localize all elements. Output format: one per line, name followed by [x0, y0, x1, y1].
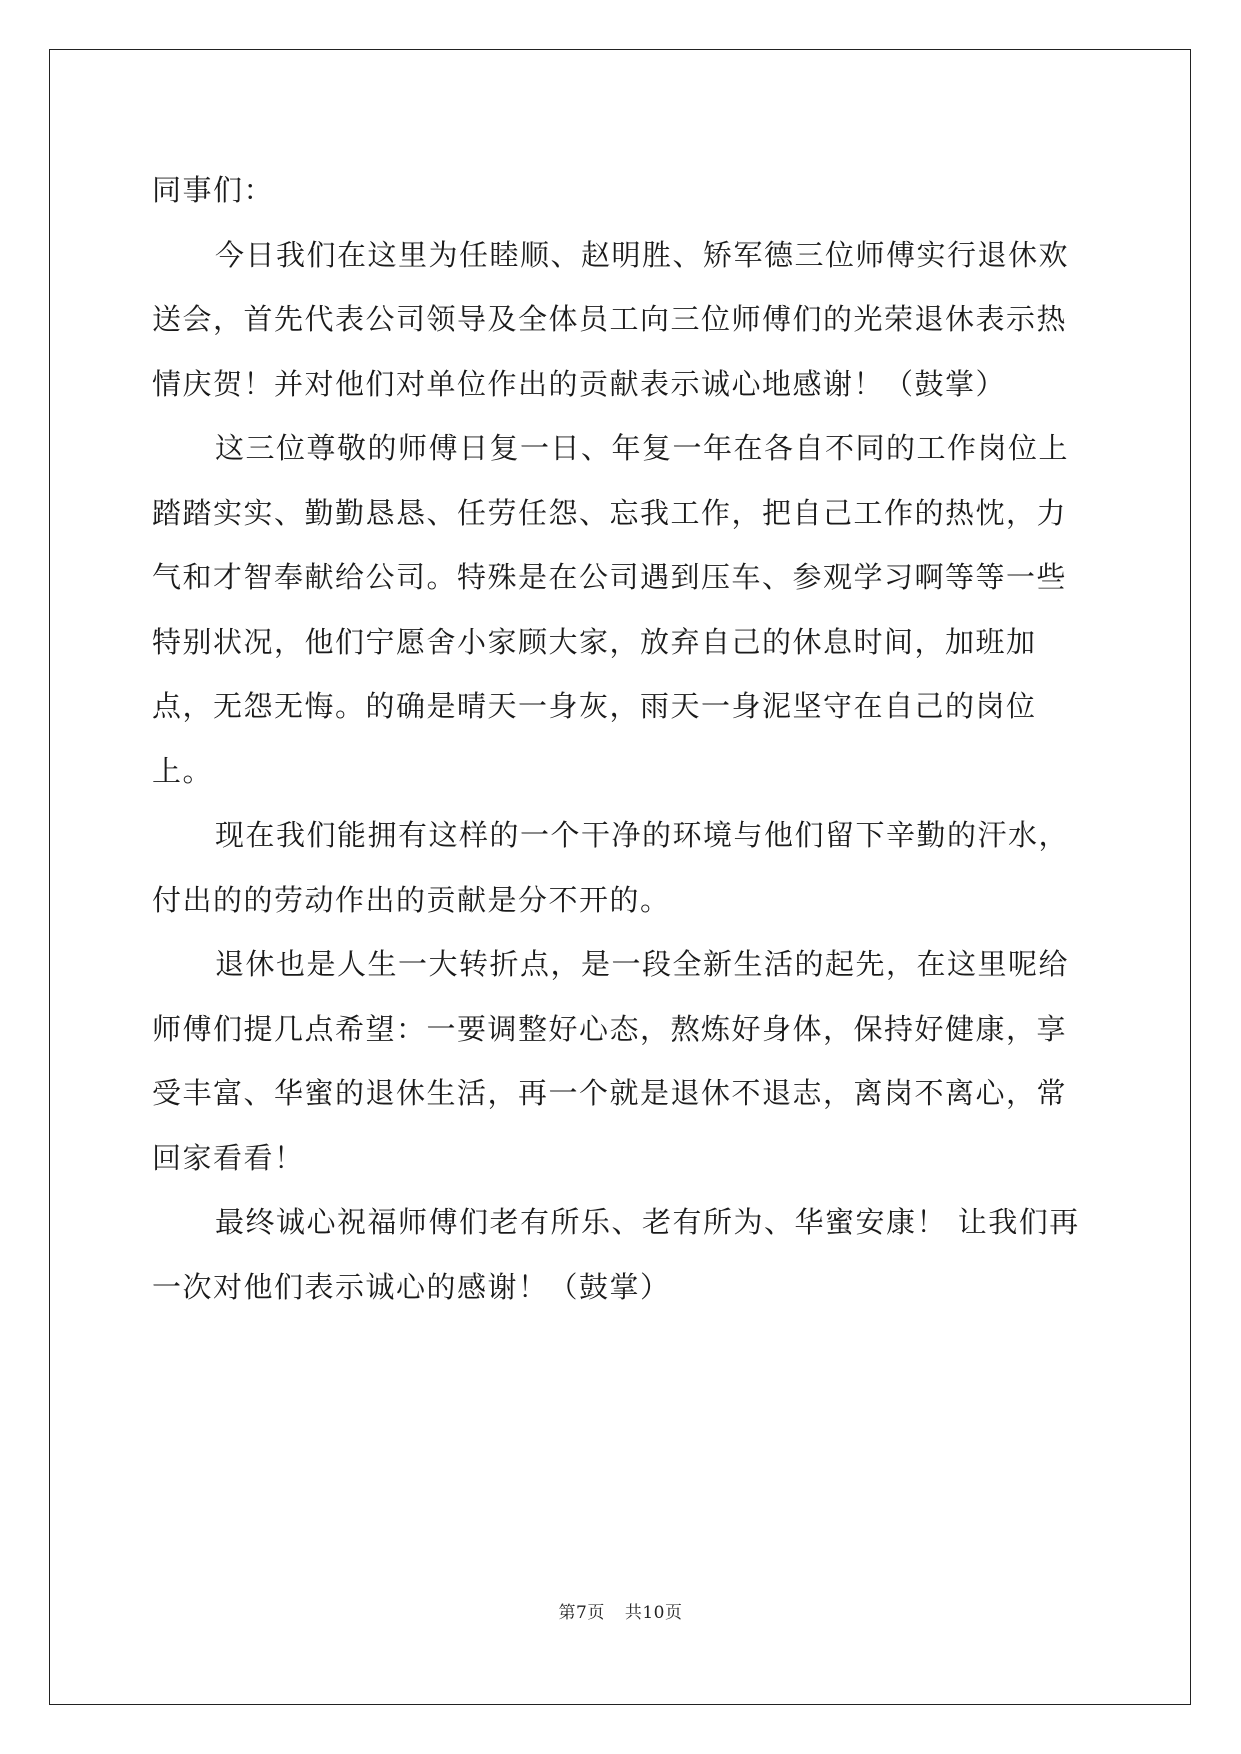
page-footer — [0, 1598, 1241, 1623]
paragraph-3: 现在我们能拥有这样的一个干净的环境与他们留下辛勤的汗水，付出的的劳动作出的贡献是分不开的。 — [152, 818, 1070, 917]
paragraph-1: 今日我们在这里为任睦顺、赵明胜、矫军德三位师傅实行退休欢送会，首先代表公司领导及全体员工向三位师傅们的光荣退休表示热情庆贺！并对他们对单位作出的贡献表示诚心地感谢！（鼓掌） — [152, 237, 1070, 401]
page-total: 共10页 — [624, 1603, 683, 1623]
paragraph-2: 这三位尊敬的师傅日复一日、年复一年在各自不同的工作岗位上踏踏实实、勤勤恳恳、任劳任怨、忘我工作，把自己工作的热忱，力气和才智奉献给公司。特殊是在公司遇到压车、参观学习啊等等一些特别状况，他们宁愿舍小家顾大家，放弃自己的休息时间，加班加点，无怨无悔。的确是晴天一身灰，雨天一身泥坚守在自己的岗位上。 — [152, 431, 1070, 788]
page-number: 第7页 — [558, 1603, 605, 1623]
paragraph-5: 最终诚心祝福师傅们老有所乐、老有所为、华蜜安康！ 让我们再一次对他们表示诚心的感谢！（鼓掌） — [152, 1205, 1080, 1304]
salutation: 同事们： — [152, 173, 275, 207]
document-body — [152, 158, 1092, 1319]
paragraph-4: 退休也是人生一大转折点，是一段全新生活的起先，在这里呢给师傅们提几点希望：一要调整好心态，熬炼好身体，保持好健康，享受丰富、华蜜的退休生活，再一个就是退休不退志，离岗不离心，常回家看看！ — [152, 947, 1070, 1175]
